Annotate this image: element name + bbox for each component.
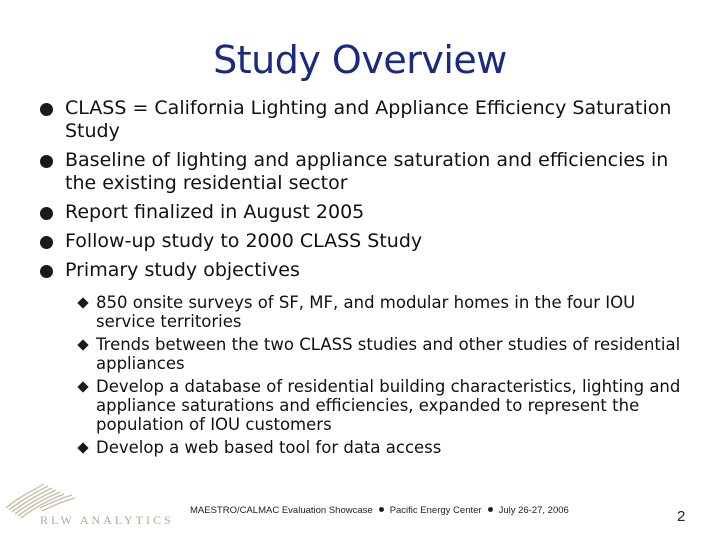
separator-dot-icon — [379, 507, 384, 512]
page-number: 2 — [677, 508, 686, 525]
bullet-text: Baseline of lighting and appliance saturation and efficiencies in the existing residential sector — [65, 149, 669, 194]
diamond-bullet-icon — [77, 339, 88, 350]
bullet-item — [40, 230, 700, 253]
diamond-bullet-icon — [77, 297, 88, 308]
bullet-text: CLASS = California Lighting and Appliance Efficiency Saturation Study — [65, 97, 672, 142]
footer-date: July 26-27, 2006 — [498, 505, 569, 516]
sub-bullet-item — [78, 377, 690, 434]
footer-venue: Pacific Energy Center — [389, 505, 482, 516]
bullet-text: Report finalized in August 2005 — [65, 201, 365, 223]
bullet-text: Follow-up study to 2000 CLASS Study — [65, 230, 423, 252]
sub-bullet-item — [78, 438, 690, 457]
sub-bullet-text: Develop a database of residential building characteristics, lighting and appliance saturations and efficiencies, expanded to represent the population of IOU customers — [96, 377, 681, 434]
rlw-logo-text: RLW ANALYTICS — [40, 513, 174, 527]
bullet-item — [40, 201, 700, 224]
bullet-dot-icon — [40, 103, 53, 116]
diamond-bullet-icon — [77, 442, 88, 453]
bullet-dot-icon — [40, 236, 53, 249]
bullet-item — [40, 259, 700, 282]
footer — [190, 505, 569, 516]
slide-title: Study Overview — [213, 38, 507, 82]
sub-bullet-text: Trends between the two CLASS studies and other studies of residential appliances — [96, 335, 681, 373]
diamond-bullet-icon — [77, 381, 88, 392]
bullet-dot-icon — [40, 207, 53, 220]
bullet-dot-icon — [40, 265, 53, 278]
rlw-logo-swoosh-icon — [0, 478, 175, 540]
bullet-dot-icon — [40, 155, 53, 168]
sub-bullet-list — [78, 293, 690, 461]
bullet-item — [40, 149, 700, 195]
bullet-item — [40, 97, 700, 143]
sub-bullet-item — [78, 335, 690, 373]
bullet-text: Primary study objectives — [65, 259, 300, 281]
sub-bullet-item — [78, 293, 690, 331]
sub-bullet-text: Develop a web based tool for data access — [96, 438, 442, 457]
main-bullet-list — [40, 97, 700, 288]
separator-dot-icon — [488, 507, 493, 512]
sub-bullet-text: 850 onsite surveys of SF, MF, and modular homes in the four IOU service territories — [96, 293, 636, 331]
footer-event: MAESTRO/CALMAC Evaluation Showcase — [190, 505, 373, 516]
